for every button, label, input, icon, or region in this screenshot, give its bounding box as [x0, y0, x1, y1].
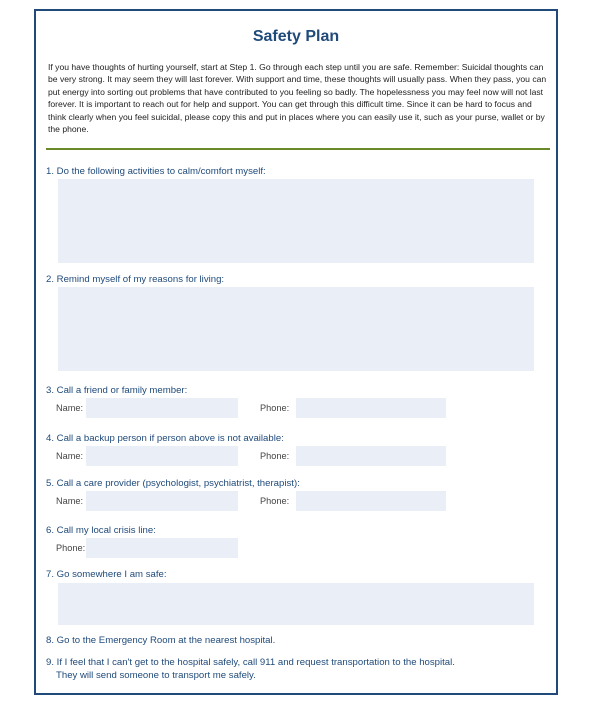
- step-3-name-label: Name:: [56, 403, 84, 413]
- step-9-label: 9. If I feel that I can't get to the hospital safely, call 911 and request transportation to the hospital.: [46, 657, 455, 668]
- step-4-name-label: Name:: [56, 451, 84, 461]
- step-6-phone-label: Phone:: [56, 543, 86, 553]
- step-3-phone-label: Phone:: [260, 403, 290, 413]
- safety-plan-form: [34, 9, 558, 695]
- step-3-phone-field[interactable]: [296, 398, 446, 418]
- step-9-continuation: They will send someone to transport me safely.: [56, 670, 256, 681]
- step-4-label: 4. Call a backup person if person above is not available:: [46, 433, 284, 444]
- step-6-label: 6. Call my local crisis line:: [46, 525, 156, 536]
- step-4-phone-field[interactable]: [296, 446, 446, 466]
- step-5-name-field[interactable]: [86, 491, 238, 511]
- step-5-phone-label: Phone:: [260, 496, 290, 506]
- step-1-label: 1. Do the following activities to calm/comfort myself:: [46, 166, 266, 177]
- step-8-label: 8. Go to the Emergency Room at the nearest hospital.: [46, 635, 276, 646]
- form-title: Safety Plan: [252, 28, 340, 45]
- step-2-textarea[interactable]: [58, 287, 534, 371]
- intro-paragraph: If you have thoughts of hurting yourself, start at Step 1. Go through each step until you are safe. Remember: Suicidal thoughts can be very strong. It may seem they will last forever. With support and time, these thoughts will usually pass. When they pass, you can put energy into sorting out problems that have contributed to you feeling so badly. The hopelessness you may feel now will not last forever. It is important to reach out for help and support. You can get through this difficult time. Since it can be hard to focus and think clearly when you feel suicidal, please copy this and put in places where you can easily use it, such as your purse, wallet or by the phone.: [48, 62, 547, 135]
- step-7-textarea[interactable]: [58, 583, 534, 625]
- step-6-phone-field[interactable]: [86, 538, 238, 558]
- step-3-name-field[interactable]: [86, 398, 238, 418]
- step-1-textarea[interactable]: [58, 179, 534, 263]
- step-3-label: 3. Call a friend or family member:: [46, 385, 188, 396]
- divider: [46, 148, 550, 150]
- step-5-label: 5. Call a care provider (psychologist, psychiatrist, therapist):: [46, 478, 300, 489]
- step-5-phone-field[interactable]: [296, 491, 446, 511]
- step-4-phone-label: Phone:: [260, 451, 290, 461]
- step-5-name-label: Name:: [56, 496, 84, 506]
- step-2-label: 2. Remind myself of my reasons for living:: [46, 274, 225, 285]
- step-7-label: 7. Go somewhere I am safe:: [46, 569, 167, 580]
- step-4-name-field[interactable]: [86, 446, 238, 466]
